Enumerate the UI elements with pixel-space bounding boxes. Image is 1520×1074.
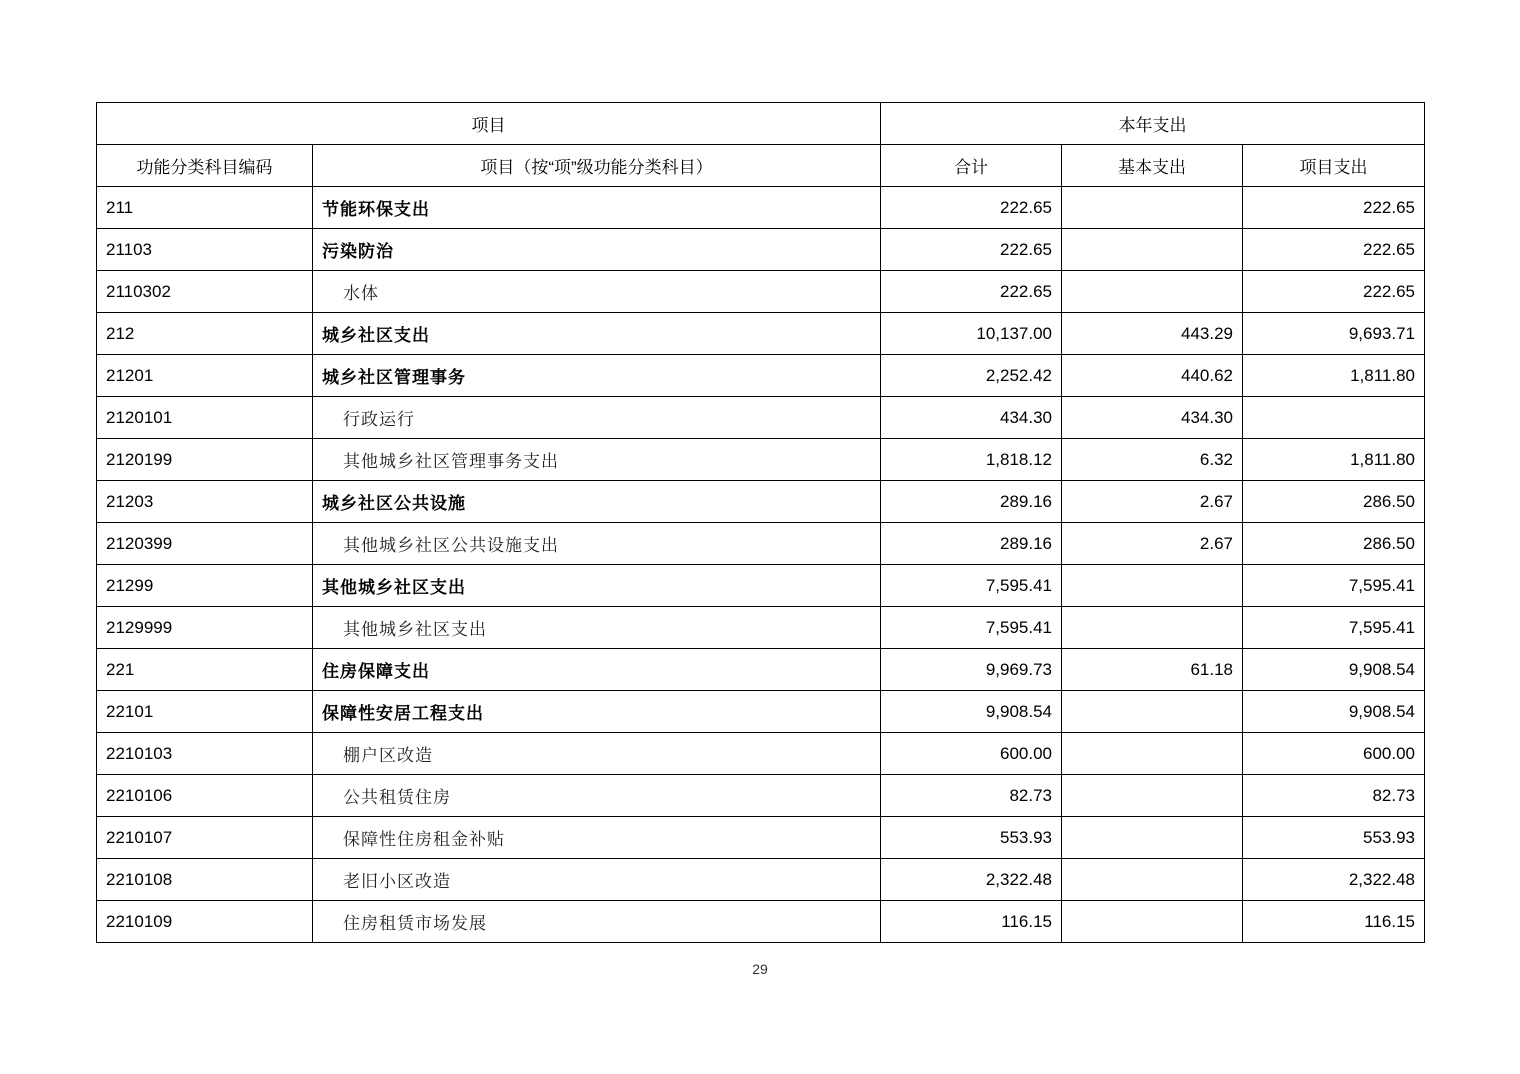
row-name: 城乡社区公共设施 xyxy=(313,481,881,523)
row-total: 9,969.73 xyxy=(881,649,1062,691)
row-name: 保障性安居工程支出 xyxy=(313,691,881,733)
table-row xyxy=(97,187,1425,229)
row-name: 公共租赁住房 xyxy=(313,775,881,817)
row-total: 9,908.54 xyxy=(881,691,1062,733)
header-project: 项目支出 xyxy=(1243,145,1425,187)
row-project: 222.65 xyxy=(1243,271,1425,313)
row-basic: 434.30 xyxy=(1062,397,1243,439)
row-total: 82.73 xyxy=(881,775,1062,817)
table-row xyxy=(97,355,1425,397)
row-name: 城乡社区管理事务 xyxy=(313,355,881,397)
row-project: 9,693.71 xyxy=(1243,313,1425,355)
row-project: 9,908.54 xyxy=(1243,649,1425,691)
table-row xyxy=(97,439,1425,481)
table-row xyxy=(97,859,1425,901)
row-project: 2,322.48 xyxy=(1243,859,1425,901)
budget-expenditure-table xyxy=(96,102,1425,943)
row-name: 住房保障支出 xyxy=(313,649,881,691)
row-basic: 2.67 xyxy=(1062,481,1243,523)
row-name: 城乡社区支出 xyxy=(313,313,881,355)
row-name: 其他城乡社区公共设施支出 xyxy=(313,523,881,565)
table-body xyxy=(97,187,1425,943)
row-project: 600.00 xyxy=(1243,733,1425,775)
table-row xyxy=(97,775,1425,817)
row-basic: 2.67 xyxy=(1062,523,1243,565)
row-code: 2210106 xyxy=(97,775,313,817)
row-name: 棚户区改造 xyxy=(313,733,881,775)
row-project: 116.15 xyxy=(1243,901,1425,943)
row-basic xyxy=(1062,733,1243,775)
row-name: 住房租赁市场发展 xyxy=(313,901,881,943)
header-basic: 基本支出 xyxy=(1062,145,1243,187)
row-name: 保障性住房租金补贴 xyxy=(313,817,881,859)
row-basic xyxy=(1062,901,1243,943)
row-name: 其他城乡社区支出 xyxy=(313,607,881,649)
row-total: 553.93 xyxy=(881,817,1062,859)
row-total: 222.65 xyxy=(881,229,1062,271)
row-project: 7,595.41 xyxy=(1243,565,1425,607)
row-name: 节能环保支出 xyxy=(313,187,881,229)
row-total: 7,595.41 xyxy=(881,565,1062,607)
page-number: 29 xyxy=(752,961,768,977)
row-basic: 440.62 xyxy=(1062,355,1243,397)
row-code: 2210103 xyxy=(97,733,313,775)
row-project: 7,595.41 xyxy=(1243,607,1425,649)
row-code: 211 xyxy=(97,187,313,229)
row-code: 21201 xyxy=(97,355,313,397)
table-header-row-top xyxy=(97,103,1425,145)
header-code: 功能分类科目编码 xyxy=(97,145,313,187)
table-row xyxy=(97,733,1425,775)
table-row xyxy=(97,481,1425,523)
row-basic xyxy=(1062,775,1243,817)
row-name: 老旧小区改造 xyxy=(313,859,881,901)
row-code: 21299 xyxy=(97,565,313,607)
row-basic xyxy=(1062,271,1243,313)
row-name: 其他城乡社区支出 xyxy=(313,565,881,607)
table-row xyxy=(97,607,1425,649)
table-row xyxy=(97,901,1425,943)
row-total: 289.16 xyxy=(881,481,1062,523)
row-basic xyxy=(1062,691,1243,733)
row-code: 212 xyxy=(97,313,313,355)
row-project xyxy=(1243,397,1425,439)
row-project: 82.73 xyxy=(1243,775,1425,817)
row-project: 9,908.54 xyxy=(1243,691,1425,733)
row-total: 600.00 xyxy=(881,733,1062,775)
header-name: 项目（按“项”级功能分类科目） xyxy=(313,145,881,187)
row-code: 2120199 xyxy=(97,439,313,481)
row-code: 2210107 xyxy=(97,817,313,859)
table-row xyxy=(97,817,1425,859)
table-header-row-sub xyxy=(97,145,1425,187)
row-code: 2120399 xyxy=(97,523,313,565)
row-project: 1,811.80 xyxy=(1243,355,1425,397)
row-basic: 6.32 xyxy=(1062,439,1243,481)
row-total: 222.65 xyxy=(881,271,1062,313)
row-project: 1,811.80 xyxy=(1243,439,1425,481)
row-total: 289.16 xyxy=(881,523,1062,565)
row-name: 行政运行 xyxy=(313,397,881,439)
row-code: 221 xyxy=(97,649,313,691)
table-row xyxy=(97,523,1425,565)
row-project: 222.65 xyxy=(1243,187,1425,229)
row-total: 2,252.42 xyxy=(881,355,1062,397)
row-basic xyxy=(1062,565,1243,607)
row-code: 22101 xyxy=(97,691,313,733)
row-total: 2,322.48 xyxy=(881,859,1062,901)
table-row xyxy=(97,649,1425,691)
row-total: 7,595.41 xyxy=(881,607,1062,649)
header-item: 项目 xyxy=(97,103,881,145)
row-basic xyxy=(1062,187,1243,229)
row-project: 222.65 xyxy=(1243,229,1425,271)
row-total: 1,818.12 xyxy=(881,439,1062,481)
row-total: 10,137.00 xyxy=(881,313,1062,355)
row-code: 2210109 xyxy=(97,901,313,943)
row-name: 污染防治 xyxy=(313,229,881,271)
row-code: 2129999 xyxy=(97,607,313,649)
row-code: 21203 xyxy=(97,481,313,523)
table-row xyxy=(97,565,1425,607)
table-row xyxy=(97,691,1425,733)
row-project: 286.50 xyxy=(1243,481,1425,523)
row-basic: 443.29 xyxy=(1062,313,1243,355)
row-total: 116.15 xyxy=(881,901,1062,943)
row-total: 222.65 xyxy=(881,187,1062,229)
row-code: 2120101 xyxy=(97,397,313,439)
header-total: 合计 xyxy=(881,145,1062,187)
table-row xyxy=(97,313,1425,355)
row-basic xyxy=(1062,607,1243,649)
row-project: 286.50 xyxy=(1243,523,1425,565)
row-code: 21103 xyxy=(97,229,313,271)
row-name: 其他城乡社区管理事务支出 xyxy=(313,439,881,481)
row-basic xyxy=(1062,859,1243,901)
table-row xyxy=(97,397,1425,439)
table-row xyxy=(97,271,1425,313)
row-code: 2110302 xyxy=(97,271,313,313)
row-total: 434.30 xyxy=(881,397,1062,439)
row-basic xyxy=(1062,229,1243,271)
row-name: 水体 xyxy=(313,271,881,313)
row-basic xyxy=(1062,817,1243,859)
header-current-year-expenditure: 本年支出 xyxy=(881,103,1425,145)
row-project: 553.93 xyxy=(1243,817,1425,859)
row-code: 2210108 xyxy=(97,859,313,901)
table-row xyxy=(97,229,1425,271)
row-basic: 61.18 xyxy=(1062,649,1243,691)
